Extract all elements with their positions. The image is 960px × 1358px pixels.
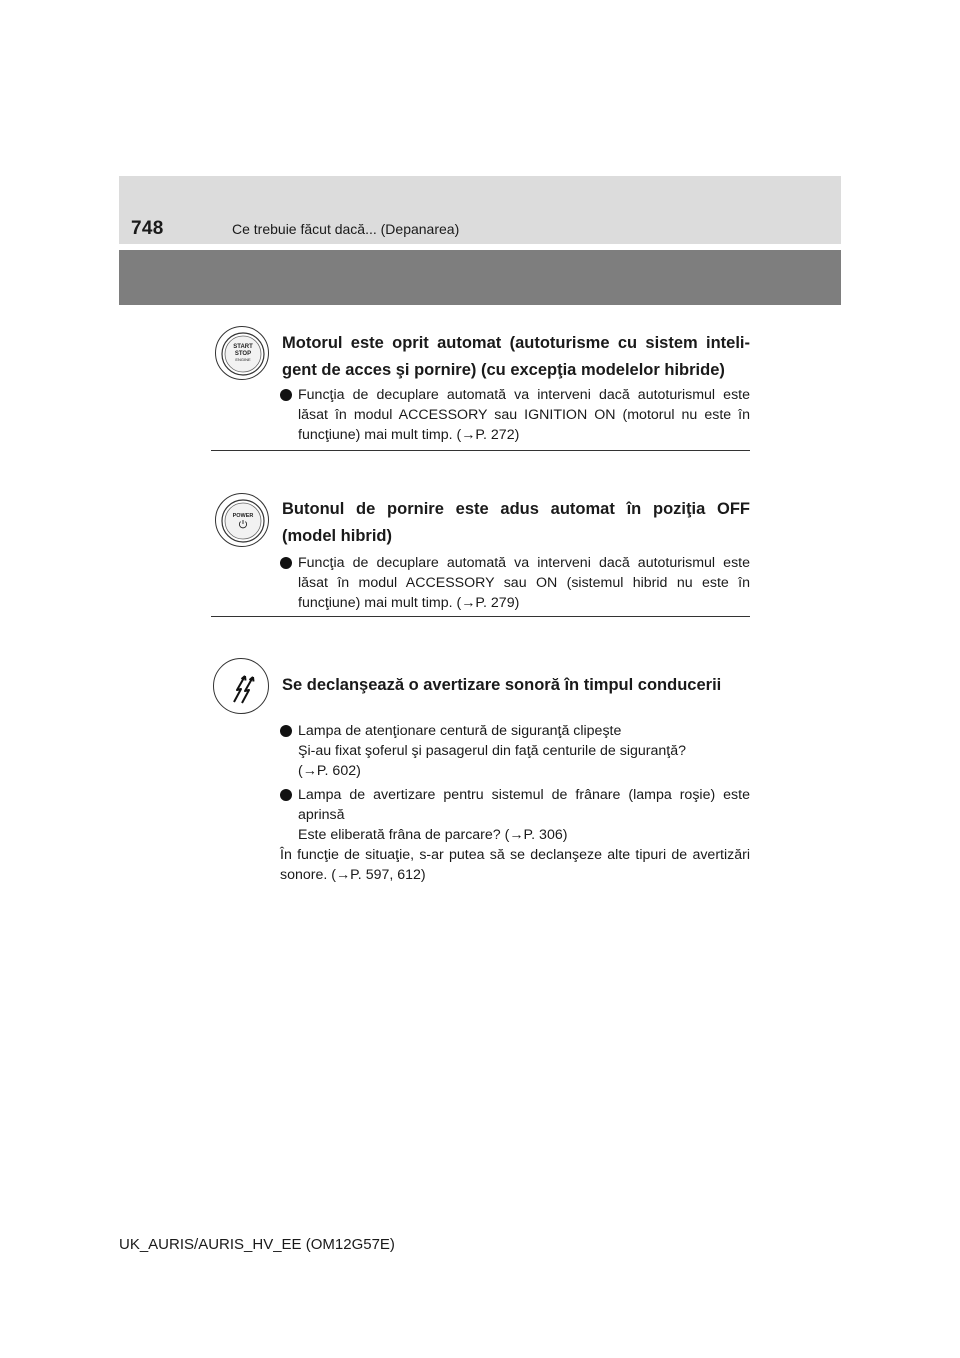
entry-3-bullet-1-ref: (→P. 602)	[298, 763, 361, 779]
bullet-dot	[280, 789, 292, 801]
header-bar	[119, 176, 841, 244]
start-label: START	[233, 344, 253, 350]
entry-3-bullet-1	[280, 721, 750, 741]
entry-2-bullet	[280, 553, 750, 613]
entry-3-bullet-2-detail: Este eliberată frâna de parcare? (→P. 306)	[298, 827, 568, 843]
entry-3-bullet-1-text: Lampa de atenţionare centură de siguranţă clipeşte	[298, 723, 622, 739]
bullet-dot	[280, 557, 292, 569]
entry-2-bullet-text: Funcţia de decuplare automată va interveni dacă autoturismul este lăsat în modul ACCESSORY sau ON (sistemul hibrid nu este în funcţiune) mai mult timp. (→P. 279)	[298, 555, 750, 611]
start-stop-engine-button-icon	[215, 326, 269, 380]
divider	[211, 616, 750, 617]
power-label: POWER	[232, 513, 254, 519]
entry-3-note: În funcţie de situaţie, s-ar putea să se declanşeze alte tipuri de avertizări sonore. (→P. 597, 612)	[280, 847, 750, 883]
entry-3-bullet-2	[280, 785, 750, 825]
power-button-icon	[215, 493, 269, 547]
entry-3-bullet-2-text: Lampa de avertizare pentru sistemul de frânare (lampa roşie) este aprinsă	[298, 787, 750, 823]
entry-1-heading: Motorul este oprit automat (autoturisme cu sistem inteli-gent de acces şi pornire) (cu excepţia modelelor hibride)	[282, 334, 750, 379]
page-number: 748	[131, 218, 164, 239]
title-band	[119, 250, 841, 305]
entry-1-bullet-text: Funcţia de decuplare automată va interveni dacă autoturismul este lăsat în modul ACCESSORY sau IGNITION ON (motorul nu este în funcţiune) mai mult timp. (→P. 272)	[298, 387, 750, 443]
divider	[211, 450, 750, 451]
bullet-dot	[280, 725, 292, 737]
section-title: Ce trebuie făcut dacă... (Depanarea)	[232, 221, 460, 237]
entry-1-bullet	[280, 385, 750, 445]
entry-3-bullet-1-detail: Şi-au fixat şoferul şi pasagerul din faţă centurile de siguranţă?	[298, 743, 687, 759]
bullet-dot	[280, 389, 292, 401]
engine-label: ENGINE	[235, 357, 251, 362]
stop-label: STOP	[234, 351, 252, 357]
entry-2-heading: Butonul de pornire este adus automat în poziţia OFF (model hibrid)	[282, 500, 750, 545]
footer-doc-code: UK_AURIS/AURIS_HV_EE (OM12G57E)	[119, 1236, 395, 1253]
warning-buzzer-icon	[213, 658, 269, 714]
entry-3-heading: Se declanşează o avertizare sonoră în timpul conducerii	[282, 676, 722, 694]
